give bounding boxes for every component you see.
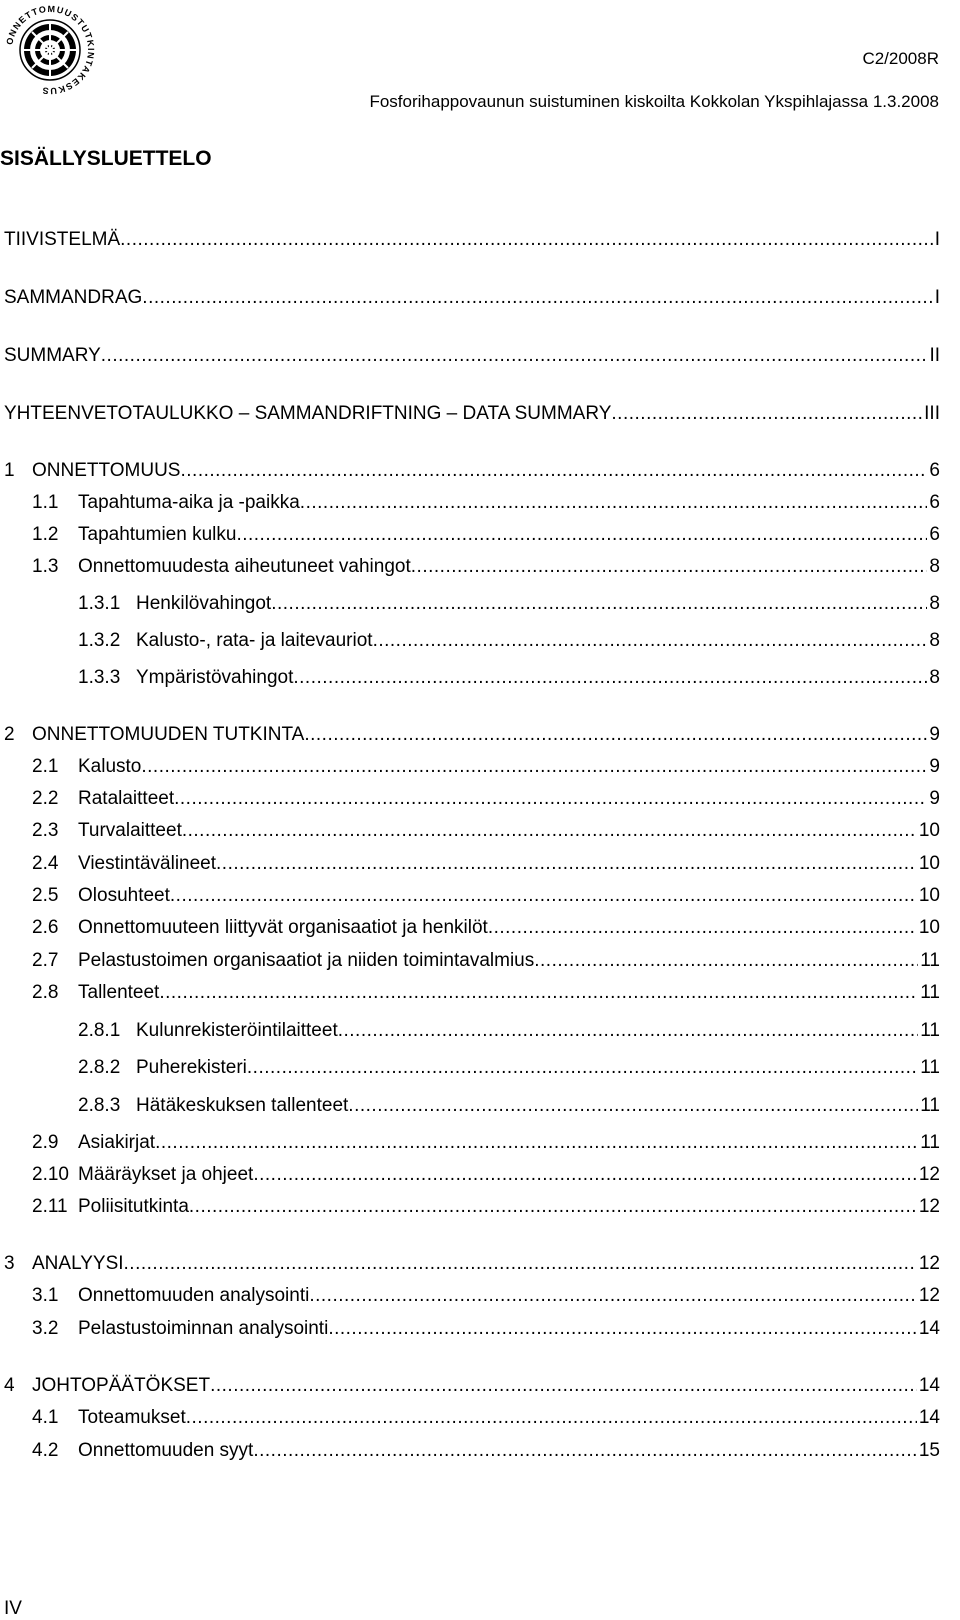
toc-entry-number: 2.1 xyxy=(32,756,59,777)
toc-entry-title: Puherekisteri xyxy=(136,1057,247,1078)
toc-entry-page: 12 xyxy=(918,1285,940,1306)
toc-entry-page: 6 xyxy=(929,460,940,481)
toc-entry-page: II xyxy=(929,345,940,366)
toc-entry-page: 9 xyxy=(929,788,940,809)
toc-dot-leader xyxy=(247,1057,918,1079)
toc-entry-number: 3.1 xyxy=(32,1285,59,1306)
toc-dot-leader xyxy=(236,524,927,546)
toc-entry[interactable] xyxy=(32,820,940,842)
toc-entry[interactable] xyxy=(78,1057,940,1079)
toc-entry-title: Viestintävälineet xyxy=(78,853,217,874)
toc-entry[interactable] xyxy=(32,556,940,578)
toc-entry-number: 2.2 xyxy=(32,788,59,809)
toc-dot-leader xyxy=(180,460,927,482)
toc-entry-title: ONNETTOMUUDEN TUTKINTA xyxy=(32,724,305,745)
toc-entry[interactable] xyxy=(32,492,940,514)
toc-entry-number: 4 xyxy=(4,1375,15,1396)
svg-text:ONNETTOMUUSTUTKINTAKESKUS: ONNETTOMUUSTUTKINTAKESKUS xyxy=(4,3,97,97)
toc-dot-leader xyxy=(101,345,928,367)
toc-entry-page: 9 xyxy=(929,756,940,777)
toc-dot-leader xyxy=(293,667,927,689)
toc-entry-number: 2.7 xyxy=(32,950,59,971)
toc-entry-page: 14 xyxy=(918,1318,940,1339)
page-number: IV xyxy=(4,1598,22,1619)
toc-dot-leader xyxy=(210,1375,917,1397)
toc-entry-title: TIIVISTELMÄ xyxy=(4,229,121,250)
toc-entry-title: Poliisitutkinta xyxy=(78,1196,189,1217)
toc-entry-number: 3 xyxy=(4,1253,15,1274)
toc-dot-leader xyxy=(348,1095,918,1117)
toc-entry[interactable] xyxy=(32,524,940,546)
toc-entry[interactable] xyxy=(78,593,940,615)
toc-entry[interactable] xyxy=(4,287,940,309)
toc-entry-page: 8 xyxy=(929,556,940,577)
toc-entry-page: 11 xyxy=(920,950,940,971)
toc-entry-title: Kulunrekisteröintilaitteet xyxy=(136,1020,338,1041)
report-code: C2/2008R xyxy=(862,49,939,68)
toc-entry-page: I xyxy=(934,287,940,308)
toc-entry-page: I xyxy=(934,229,940,250)
toc-entry-title: Ratalaitteet xyxy=(78,788,175,809)
toc-entry-title: Ympäristövahingot xyxy=(136,667,294,688)
toc-entry[interactable] xyxy=(4,724,940,746)
toc-dot-leader xyxy=(120,229,933,251)
toc-entry-number: 1.3 xyxy=(32,556,59,577)
toc-entry-title: Toteamukset xyxy=(78,1407,186,1428)
toc-dot-leader xyxy=(328,1318,917,1340)
toc-entry[interactable] xyxy=(4,403,940,425)
toc-entry-number: 2.8 xyxy=(32,982,59,1003)
toc-entry-title: Olosuhteet xyxy=(78,885,170,906)
toc-entry-page: 14 xyxy=(918,1407,940,1428)
toc-entry[interactable] xyxy=(32,1164,940,1186)
toc-entry-title: JOHTOPÄÄTÖKSET xyxy=(32,1375,211,1396)
toc-entry-number: 2.6 xyxy=(32,917,59,938)
toc-entry-number: 2.11 xyxy=(32,1196,68,1217)
toc-entry-title: SAMMANDRAG xyxy=(4,287,143,308)
toc-entry-title: SUMMARY xyxy=(4,345,101,366)
toc-entry-number: 1.1 xyxy=(32,492,59,513)
toc-dot-leader xyxy=(155,1132,918,1154)
toc-entry-number: 2.8.3 xyxy=(78,1095,121,1116)
toc-entry-page: 11 xyxy=(920,1020,940,1041)
toc-entry-title: ONNETTOMUUS xyxy=(32,460,181,481)
toc-dot-leader xyxy=(373,630,928,652)
toc-dot-leader xyxy=(488,917,917,939)
toc-entry-number: 1.3.2 xyxy=(78,630,121,651)
toc-entry-number: 4.1 xyxy=(32,1407,59,1428)
toc-dot-leader xyxy=(124,1253,917,1275)
toc-dot-leader xyxy=(300,492,928,514)
toc-entry-title: Onnettomuuden analysointi xyxy=(78,1285,310,1306)
toc-entry-number: 2.9 xyxy=(32,1132,59,1153)
toc-entry-page: 6 xyxy=(929,524,940,545)
toc-entry[interactable] xyxy=(78,630,940,652)
toc-dot-leader xyxy=(186,1407,917,1429)
toc-entry[interactable] xyxy=(4,229,940,251)
toc-entry[interactable] xyxy=(32,1407,940,1429)
toc-dot-leader xyxy=(253,1164,917,1186)
toc-entry-title: Kalusto xyxy=(78,756,142,777)
toc-dot-leader xyxy=(271,593,927,615)
toc-entry-page: 14 xyxy=(918,1375,940,1396)
toc-entry-title: Tapahtumien kulku xyxy=(78,524,237,545)
toc-entry[interactable] xyxy=(4,1253,940,1275)
toc-entry-number: 1.2 xyxy=(32,524,59,545)
toc-entry-number: 2.5 xyxy=(32,885,59,906)
toc-entry-number: 1 xyxy=(4,460,15,481)
toc-entry-page: 10 xyxy=(918,853,940,874)
toc-dot-leader xyxy=(174,788,927,810)
toc-entry-title: Turvalaitteet xyxy=(78,820,182,841)
toc-dot-leader xyxy=(304,724,927,746)
toc-entry-page: 9 xyxy=(929,724,940,745)
toc-entry[interactable] xyxy=(78,667,940,689)
toc-dot-leader xyxy=(534,950,918,972)
toc-entry[interactable] xyxy=(32,756,940,778)
toc-entry-page: 12 xyxy=(918,1253,940,1274)
toc-entry-page: 10 xyxy=(918,917,940,938)
toc-entry[interactable] xyxy=(32,1132,940,1154)
toc-entry-page: III xyxy=(924,403,940,424)
toc-entry[interactable] xyxy=(32,1196,940,1218)
toc-entry-number: 1.3.3 xyxy=(78,667,121,688)
toc-entry-number: 2.3 xyxy=(32,820,59,841)
toc-entry-page: 10 xyxy=(918,885,940,906)
toc-dot-leader xyxy=(141,756,927,778)
toc-entry-title: Onnettomuuden syyt xyxy=(78,1440,254,1461)
toc-entry[interactable] xyxy=(32,982,940,1004)
toc-entry-title: YHTEENVETOTAULUKKO – SAMMANDRIFTNING – DATA SUMMARY xyxy=(4,403,612,424)
toc-dot-leader xyxy=(411,556,928,578)
toc-dot-leader xyxy=(159,982,918,1004)
toc-entry-title: Pelastustoimen organisaatiot ja niiden toimintavalmius xyxy=(78,950,535,971)
toc-entry-title: Pelastustoiminnan analysointi xyxy=(78,1318,329,1339)
toc-dot-leader xyxy=(189,1196,917,1218)
toc-entry-page: 11 xyxy=(920,1095,940,1116)
toc-entry-page: 11 xyxy=(920,1057,940,1078)
toc-dot-leader xyxy=(170,885,917,907)
toc-dot-leader xyxy=(182,820,917,842)
toc-dot-leader xyxy=(216,853,917,875)
toc-entry[interactable] xyxy=(4,460,940,482)
toc-entry[interactable] xyxy=(32,788,940,810)
toc-entry[interactable] xyxy=(78,1020,940,1042)
toc-entry[interactable] xyxy=(32,1318,940,1340)
toc-entry-page: 11 xyxy=(920,1132,940,1153)
toc-entry-page: 8 xyxy=(929,593,940,614)
toc-entry-number: 3.2 xyxy=(32,1318,59,1339)
toc-dot-leader xyxy=(142,287,932,309)
toc-entry-number: 4.2 xyxy=(32,1440,59,1461)
toc-entry-number: 2.10 xyxy=(32,1164,69,1185)
toc-entry-title: Onnettomuudesta aiheutuneet vahingot xyxy=(78,556,411,577)
toc-entry-title: Määräykset ja ohjeet xyxy=(78,1164,254,1185)
toc-entry-page: 12 xyxy=(918,1196,940,1217)
toc-dot-leader xyxy=(309,1285,917,1307)
toc-entry-title: Tapahtuma-aika ja -paikka xyxy=(78,492,300,513)
toc-entry-page: 11 xyxy=(920,982,940,1003)
toc-entry[interactable] xyxy=(32,950,940,972)
toc-entry[interactable] xyxy=(32,917,940,939)
toc-entry-page: 6 xyxy=(929,492,940,513)
toc-entry-title: Onnettomuuteen liittyvät organisaatiot ja henkilöt xyxy=(78,917,488,938)
toc-entry-number: 2.8.1 xyxy=(78,1020,121,1041)
toc-entry-title: Hätäkeskuksen tallenteet xyxy=(136,1095,349,1116)
toc-entry[interactable] xyxy=(32,853,940,875)
toc-heading: SISÄLLYSLUETTELO xyxy=(0,147,212,170)
toc-entry[interactable] xyxy=(78,1095,940,1117)
toc-entry[interactable] xyxy=(4,345,940,367)
agency-logo xyxy=(0,0,100,100)
toc-entry[interactable] xyxy=(32,1440,940,1462)
toc-entry-number: 1.3.1 xyxy=(78,593,121,614)
toc-entry[interactable] xyxy=(4,1375,940,1397)
toc-entry-page: 15 xyxy=(918,1440,940,1461)
report-title: Fosforihappovaunun suistuminen kiskoilta Kokkolan Ykspihlajassa 1.3.2008 xyxy=(369,92,939,111)
toc-entry-page: 8 xyxy=(929,667,940,688)
toc-entry-page: 10 xyxy=(918,820,940,841)
toc-entry-page: 8 xyxy=(929,630,940,651)
toc-dot-leader xyxy=(253,1440,917,1462)
toc-entry[interactable] xyxy=(32,885,940,907)
toc-entry-number: 2 xyxy=(4,724,15,745)
toc-entry-title: Henkilövahingot xyxy=(136,593,272,614)
toc-entry-title: ANALYYSI xyxy=(32,1253,124,1274)
toc-dot-leader xyxy=(611,403,922,425)
toc-entry-page: 12 xyxy=(918,1164,940,1185)
toc-entry-title: Kalusto-, rata- ja laitevauriot xyxy=(136,630,373,651)
toc-entry[interactable] xyxy=(32,1285,940,1307)
toc-dot-leader xyxy=(338,1020,919,1042)
toc-entry-number: 2.8.2 xyxy=(78,1057,121,1078)
toc-entry-number: 2.4 xyxy=(32,853,59,874)
toc-entry-title: Tallenteet xyxy=(78,982,160,1003)
toc-entry-title: Asiakirjat xyxy=(78,1132,156,1153)
